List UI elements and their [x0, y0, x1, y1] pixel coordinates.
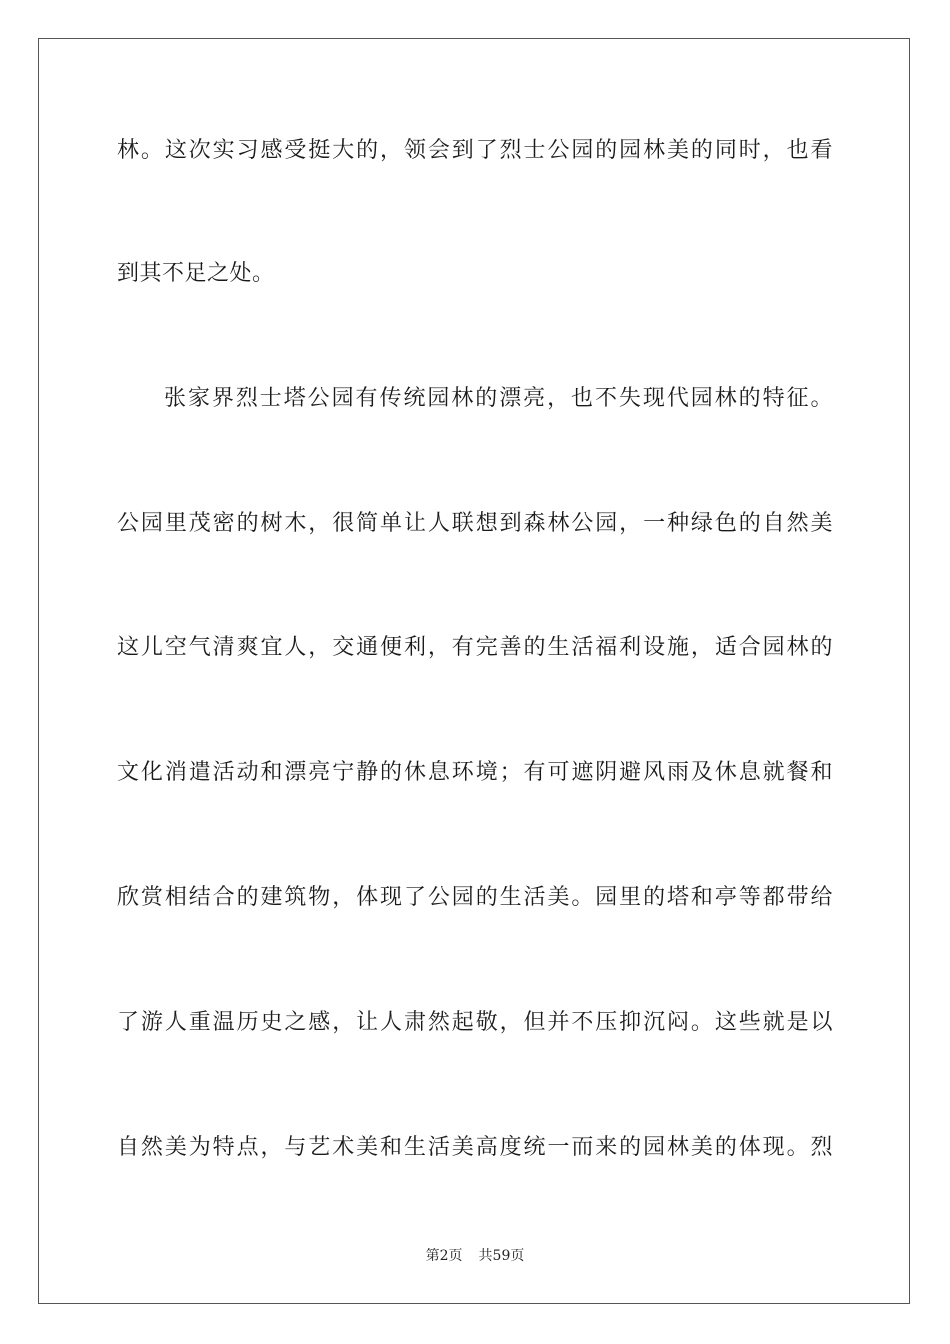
text-line: 文化消遣活动和漂亮宁静的休息环境；有可遮阴避风雨及休息就餐和	[117, 760, 833, 785]
text-line: 了游人重温历史之感，让人肃然起敬，但并不压抑沉闷。这些就是以	[117, 1010, 833, 1035]
page-number: 第2页	[425, 1248, 463, 1264]
paragraph-start-line: 张家界烈士塔公园有传统园林的漂亮，也不失现代园林的特征。	[164, 386, 833, 411]
page-border	[38, 38, 910, 1304]
page-footer	[0, 1246, 950, 1266]
page-total: 共59页	[478, 1248, 525, 1264]
text-line: 欣赏相结合的建筑物，体现了公园的生活美。园里的塔和亭等都带给	[117, 885, 833, 910]
text-line: 这儿空气清爽宜人，交通便利，有完善的生活福利设施，适合园林的	[117, 635, 833, 660]
text-line: 林。这次实习感受挺大的，领会到了烈士公园的园林美的同时，也看	[117, 138, 833, 163]
text-line: 到其不足之处。	[117, 261, 275, 286]
text-line: 公园里茂密的树木，很简单让人联想到森林公园，一种绿色的自然美	[117, 511, 833, 536]
text-line: 自然美为特点，与艺术美和生活美高度统一而来的园林美的体现。烈	[117, 1135, 833, 1160]
